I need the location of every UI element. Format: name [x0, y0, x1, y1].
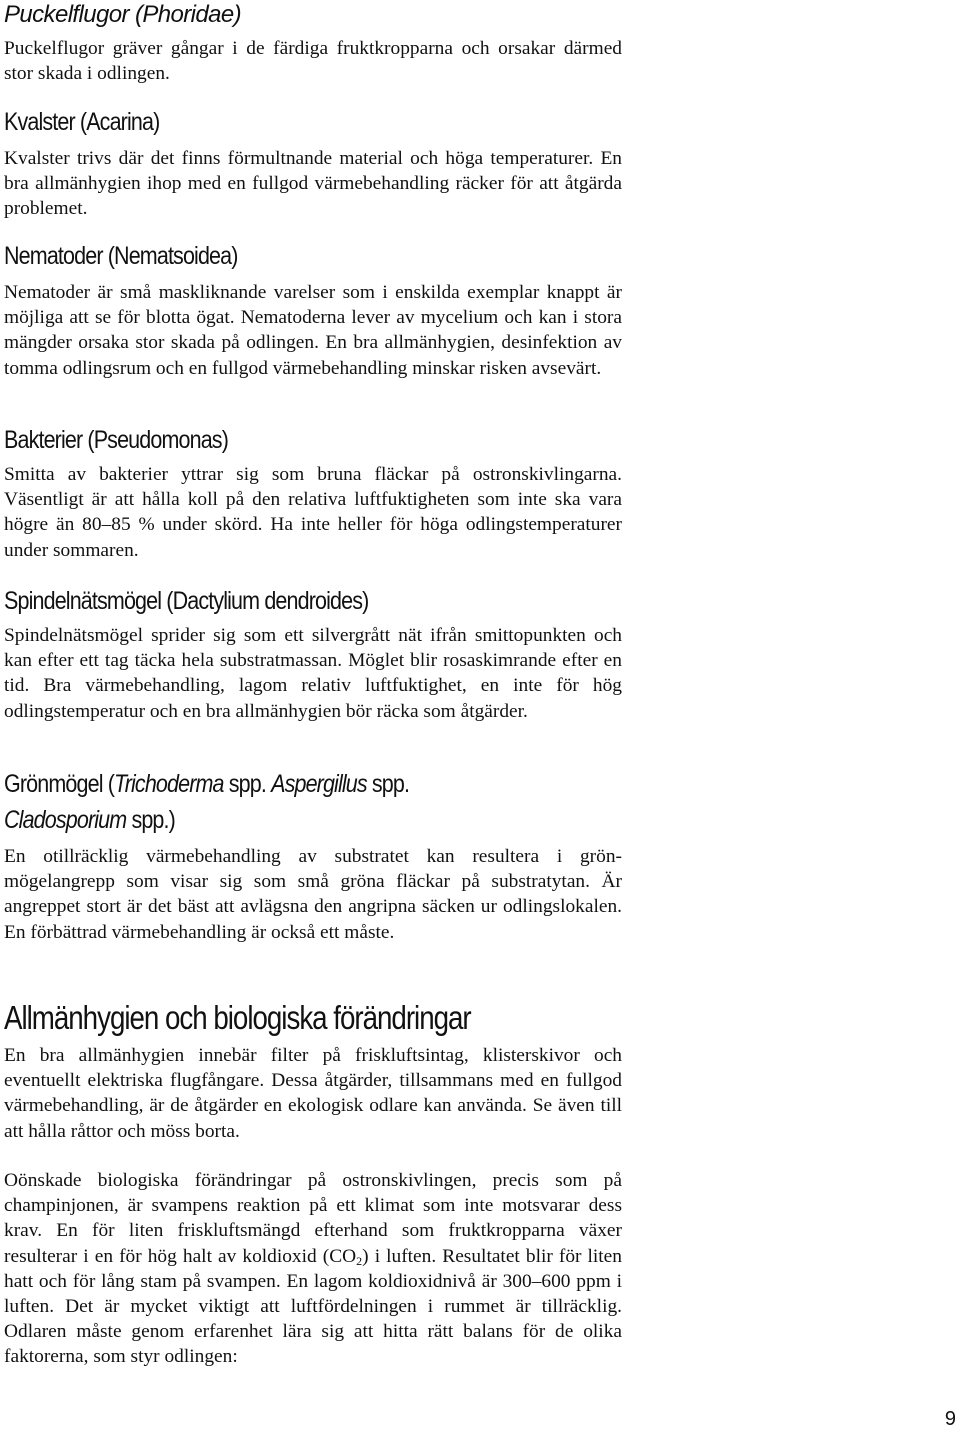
- heading-gronmogel-line1: [4, 769, 409, 799]
- heading-gronmogel-prefix: Grönmögel (: [4, 770, 115, 798]
- paragraph-bakterier: Smitta av bakterier yttrar sig som bruna fläckar på ostronskivlingarna. Väsentligt är att hålla koll på den relativa luftfuktigheten som inte ska vara högre än 80–85 % under skörd. Ha inte heller för höga odlingstemperaturer under sommaren.: [4, 464, 622, 561]
- paragraph-allmanhygien-2-part-b: ) i luften. Resultatet blir för liten hatt och för lång stam på svampen. En lagom koldioxidnivå är 300–600 ppm i luften. Det är mycket viktigt att luftfördelningen i rummet är tillräcklig. Odlaren måste genom erfarenhet lära sig att hitta rätt balans för de olika faktorerna, som styr odlingen:: [4, 1245, 622, 1368]
- heading-allmanhygien: Allmänhygien och biologiska förändringar: [4, 999, 471, 1036]
- paragraph-allmanhygien-1: En bra allmänhygien innebär filter på friskluftsintag, klisterskivor och eventuellt elektriska flugfångare. Dessa åtgärder, tillsammans med en fullgod värmebehandling, är de åtgärder en ekologisk odlare kan använda. Se även till att hålla råttor och möss borta.: [4, 1045, 622, 1142]
- heading-gronmogel-mid: spp.: [223, 770, 272, 798]
- paragraph-allmanhygien-2: [4, 1168, 622, 1370]
- paragraph-puckelflugor: Puckelflugor gräver gångar i de färdiga fruktkropparna och orsakar därmed stor skada i odlingen.: [4, 38, 622, 85]
- heading-bakterier: Bakterier (Pseudomonas): [4, 426, 229, 454]
- paragraph-gronmogel: En otillräcklig värmebehandling av substratet kan resultera i grönmögelangrepp som visar sig som små gröna fläckar på substratytan. Är angreppet stort är det bäst att avlägsna den angripna säcken ur odlingslokalen. En förbättrad värmebehandling är också ett måste.: [4, 846, 622, 943]
- paragraph-spindelnatsmogel: Spindelnätsmögel sprider sig som ett silvergrått nät ifrån smittopunkten och kan efter ett tag täcka hela substratmassan. Möglet blir rosaskimrande efter en tid. Bra värmebehandling, lagom relativ luftfuktighet, en inte för hög odlingstemperatur och en bra allmänhygien bör räcka som åtgärder.: [4, 625, 622, 722]
- co2-subscript: 2: [356, 1253, 363, 1268]
- paragraph-nematoder: Nematoder är små maskliknande varelser som i enskilda exemplar knappt är möjliga att se för blotta ögat. Nematoderna lever av mycelium och kan i stora mängder orsaka stor skada på odlingen. En bra allmänhygien, desinfektion av tomma odlingsrum och en fullgod värmebehandling minskar risken avsevärt.: [4, 282, 622, 379]
- heading-gronmogel-genus-trichoderma: Trichoderma: [114, 770, 224, 798]
- heading-nematoder: Nematoder (Nematsoidea): [4, 242, 238, 270]
- heading-spindelnatsmogel: Spindelnätsmögel (Dactylium dendroides): [4, 587, 369, 615]
- heading-gronmogel-line2: [4, 805, 175, 835]
- heading-puckelflugor: Puckelflugor (Phoridae): [4, 1, 241, 28]
- page-number: 9: [944, 1408, 956, 1430]
- paragraph-allmanhygien-2-part-a: Oönskade biologiska förändringar på ostronskivlingen, precis som på champinjonen, är svampens reaktion på ett klimat som inte motsvarar dess krav. En för liten friskluftsmängd efterhand som fruktkropparna växer resulterar i en för hög halt av koldioxid (CO: [4, 1170, 622, 1267]
- paragraph-kvalster: Kvalster trivs där det finns förmultnande material och höga temperaturer. En bra allmänhygien ihop med en fullgod värmebehandling räcker för att åtgärda problemet.: [4, 148, 622, 220]
- heading-gronmogel-suffix: spp.: [366, 770, 410, 798]
- heading-kvalster: Kvalster (Acarina): [4, 108, 160, 136]
- heading-gronmogel-genus-cladosporium: Cladosporium: [4, 806, 127, 834]
- heading-gronmogel-genus-aspergillus: Aspergillus: [271, 770, 367, 798]
- heading-gronmogel-line2-suffix: spp.): [126, 806, 175, 834]
